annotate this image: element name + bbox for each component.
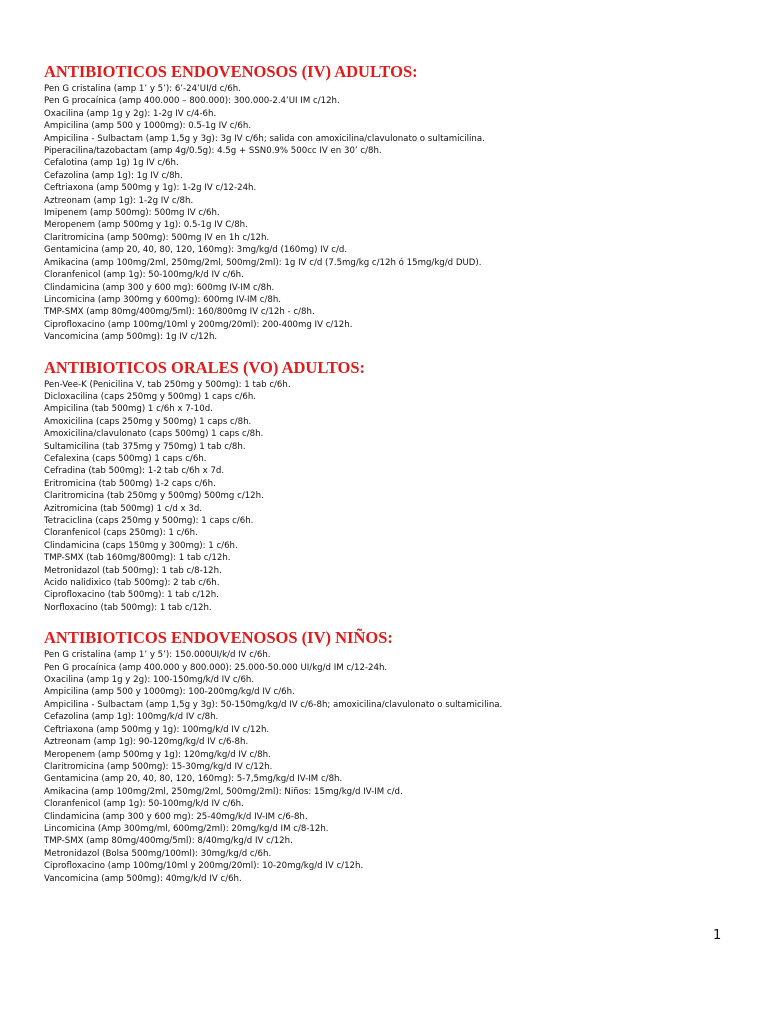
drug-dosage-item: Dicloxacilina (caps 250mg y 500mg) 1 caps c/6h. <box>44 391 257 402</box>
drug-dosage-item: Acido nalidixico (tab 500mg): 2 tab c/6h. <box>44 578 220 589</box>
drug-dosage-item: Gentamicina (amp 20, 40, 80, 120, 160mg): 5-7,5mg/kg/d IV-IM c/8h. <box>44 774 343 785</box>
drug-dosage-item: Cloranfenicol (caps 250mg): 1 c/6h. <box>44 528 198 539</box>
drug-dosage-item: Amikacina (amp 100mg/2ml, 250mg/2ml, 500mg/2ml): 1g IV c/d (7.5mg/kg c/12h ó 15mg/kg/d DUD). <box>44 257 482 268</box>
drug-dosage-item: Cefradina (tab 500mg): 1-2 tab c/6h x 7d. <box>44 466 225 477</box>
drug-dosage-item: Aztreonam (amp 1g): 90-120mg/kg/d IV c/6-8h. <box>44 737 249 748</box>
drug-dosage-item: Claritromicina (amp 500mg): 15-30mg/kg/d IV c/12h. <box>44 761 273 772</box>
drug-dosage-item: Imipenem (amp 500mg): 500mg IV c/6h. <box>44 208 220 219</box>
drug-list <box>44 83 744 344</box>
drug-dosage-item: Oxacilina (amp 1g y 2g): 1-2g IV c/4-6h. <box>44 108 217 119</box>
drug-dosage-item: Oxacilina (amp 1g y 2g): 100-150mg/k/d IV c/6h. <box>44 675 255 686</box>
drug-dosage-item: Amoxicilina/clavulonato (caps 500mg) 1 caps c/8h. <box>44 429 264 440</box>
section-heading: ANTIBIOTICOS ENDOVENOSOS (IV) ADULTOS: <box>44 62 418 81</box>
drug-dosage-item: TMP-SMX (tab 160mg/800mg): 1 tab c/12h. <box>44 553 231 564</box>
drug-dosage-item: Vancomicina (amp 500mg): 40mg/k/d IV c/6h. <box>44 873 242 884</box>
drug-dosage-item: Pen G procaínica (amp 400.000 – 800.000): 300.000-2.4’UI IM c/12h. <box>44 96 340 107</box>
drug-list <box>44 649 744 885</box>
drug-dosage-item: Cefazolina (amp 1g): 100mg/k/d IV c/8h. <box>44 712 219 723</box>
drug-dosage-item: Clindamicina (amp 300 y 600 mg): 25-40mg/k/d IV-IM c/6-8h. <box>44 811 308 822</box>
drug-dosage-item: Vancomicina (amp 500mg): 1g IV c/12h. <box>44 332 218 343</box>
drug-dosage-item: Pen G cristalina (amp 1’ y 5’): 150.000UI/k/d IV c/6h. <box>44 650 271 661</box>
page-number: 1 <box>713 928 722 943</box>
drug-dosage-item: Ceftriaxona (amp 500mg y 1g): 1-2g IV c/12-24h. <box>44 183 257 194</box>
drug-dosage-item: Ampicilina (amp 500 y 1000mg): 0.5-1g IV c/6h. <box>44 121 252 132</box>
drug-dosage-item: Cefalotina (amp 1g) 1g IV c/6h. <box>44 158 179 169</box>
drug-dosage-item: TMP-SMX (amp 80mg/400mg/5ml): 160/800mg IV c/12h - c/8h. <box>44 307 315 318</box>
drug-dosage-item: Amoxicilina (caps 250mg y 500mg) 1 caps c/8h. <box>44 416 252 427</box>
drug-dosage-item: Meropenem (amp 500mg y 1g): 120mg/kg/d IV c/8h. <box>44 749 271 760</box>
drug-dosage-item: Ampicilina - Sulbactam (amp 1,5g y 3g): 50-150mg/kg/d IV c/6-8h; amoxicilina/clavulonato o sultamicilina. <box>44 699 503 710</box>
drug-dosage-item: Metronidazol (tab 500mg): 1 tab c/8-12h. <box>44 565 222 576</box>
drug-dosage-item: Clindamicina (amp 300 y 600 mg): 600mg IV-IM c/8h. <box>44 282 275 293</box>
section-oral-adults <box>44 358 744 615</box>
section-heading: ANTIBIOTICOS ENDOVENOSOS (IV) NIÑOS: <box>44 628 393 648</box>
drug-dosage-item: Norfloxacino (tab 500mg): 1 tab c/12h. <box>44 602 212 613</box>
drug-dosage-item: Azitromicina (tab 500mg) 1 c/d x 3d. <box>44 503 203 514</box>
drug-list <box>44 379 744 615</box>
document-page <box>44 62 744 885</box>
drug-dosage-item: Gentamicina (amp 20, 40, 80, 120, 160mg): 3mg/kg/d (160mg) IV c/d. <box>44 245 348 256</box>
drug-dosage-item: Pen G cristalina (amp 1’ y 5’): 6’-24’UI/d c/6h. <box>44 84 241 94</box>
drug-dosage-item: Aztreonam (amp 1g): 1-2g IV c/8h. <box>44 195 194 206</box>
drug-dosage-item: Cloranfenicol (amp 1g): 50-100mg/k/d IV c/6h. <box>44 799 244 810</box>
drug-dosage-item: Meropenem (amp 500mg y 1g): 0.5-1g IV C/8h. <box>44 220 248 231</box>
drug-dosage-item: Cefalexina (caps 500mg) 1 caps c/6h. <box>44 453 207 464</box>
drug-dosage-item: Tetraciclina (caps 250mg y 500mg): 1 caps c/6h. <box>44 516 254 526</box>
drug-dosage-item: Amikacina (amp 100mg/2ml, 250mg/2ml, 500mg/2ml): Niños: 15mg/kg/d IV-IM c/d. <box>44 786 403 797</box>
drug-dosage-item: Claritromicina (tab 250mg y 500mg) 500mg c/12h. <box>44 491 264 502</box>
drug-dosage-item: Cloranfenicol (amp 1g): 50-100mg/k/d IV c/6h. <box>44 270 244 281</box>
drug-dosage-item: Lincomicina (Amp 300mg/ml, 600mg/2ml): 20mg/kg/d IM c/8-12h. <box>44 823 329 834</box>
drug-dosage-item: Piperacilina/tazobactam (amp 4g/0.5g): 4.5g + SSN0.9% 500cc IV en 30’ c/8h. <box>44 146 382 157</box>
section-iv-adults <box>44 62 744 344</box>
drug-dosage-item: Ceftriaxona (amp 500mg y 1g): 100mg/k/d IV c/12h. <box>44 724 270 735</box>
drug-dosage-item: Ampicilina (amp 500 y 1000mg): 100-200mg/kg/d IV c/6h. <box>44 687 295 698</box>
section-heading: ANTIBIOTICOS ORALES (VO) ADULTOS: <box>44 357 366 377</box>
drug-dosage-item: Ciprofloxacino (amp 100mg/10ml y 200mg/20ml): 200-400mg IV c/12h. <box>44 319 353 330</box>
drug-dosage-item: Cefazolina (amp 1g): 1g IV c/8h. <box>44 170 183 181</box>
drug-dosage-item: Ciprofloxacino (amp 100mg/10ml y 200mg/20ml): 10-20mg/kg/d IV c/12h. <box>44 861 364 872</box>
drug-dosage-item: Eritromicina (tab 500mg) 1-2 caps c/6h. <box>44 478 216 489</box>
drug-dosage-item: Lincomicina (amp 300mg y 600mg): 600mg IV-IM c/8h. <box>44 294 282 305</box>
drug-dosage-item: Claritromicina (amp 500mg): 500mg IV en 1h c/12h. <box>44 232 270 243</box>
section-iv-children <box>44 628 744 885</box>
drug-dosage-item: Pen G procaínica (amp 400.000 y 800.000): 25.000-50.000 UI/kg/d IM c/12-24h. <box>44 662 388 673</box>
drug-dosage-item: Clindamicina (caps 150mg y 300mg): 1 c/6h. <box>44 540 238 551</box>
drug-dosage-item: Ciprofloxacino (tab 500mg): 1 tab c/12h. <box>44 590 219 601</box>
drug-dosage-item: TMP-SMX (amp 80mg/400mg/5ml): 8/40mg/kg/d IV c/12h. <box>44 836 293 847</box>
drug-dosage-item: Ampicilina - Sulbactam (amp 1,5g y 3g): 3g IV c/6h; salida con amoxicilina/clavulonato o sultamicilina. <box>44 133 485 144</box>
drug-dosage-item: Ampicilina (tab 500mg) 1 c/6h x 7-10d. <box>44 404 213 415</box>
drug-dosage-item: Pen-Vee-K (Penicilina V, tab 250mg y 500mg): 1 tab c/6h. <box>44 379 291 390</box>
drug-dosage-item: Sultamicilina (tab 375mg y 750mg) 1 tab c/8h. <box>44 441 246 452</box>
drug-dosage-item: Metronidazol (Bolsa 500mg/100ml): 30mg/kg/d c/6h. <box>44 848 272 859</box>
